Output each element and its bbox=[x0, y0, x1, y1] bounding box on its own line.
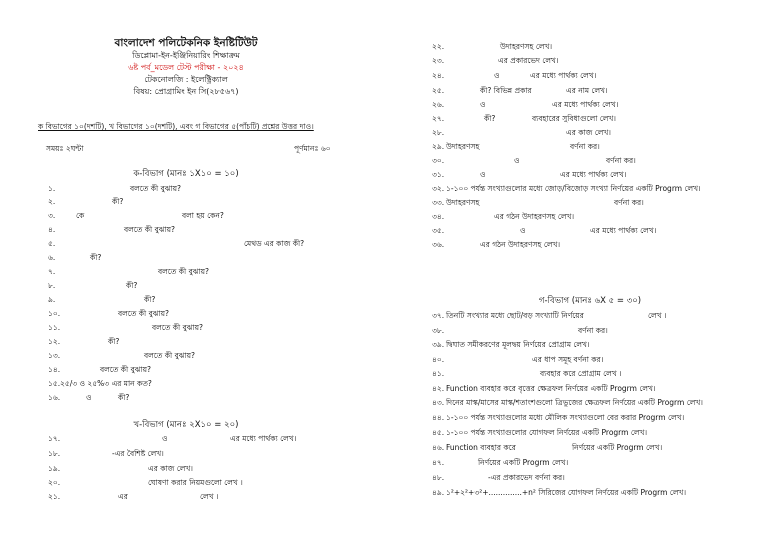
question-text: বর্ণনা কর। bbox=[606, 156, 636, 165]
question-number: ৩১. bbox=[432, 170, 445, 179]
question-text: উদাহরণসহ bbox=[446, 142, 480, 151]
question-text: ও bbox=[494, 71, 500, 80]
question-text: Function ব্যবহার করে bbox=[446, 443, 516, 452]
question-number: ৪৪. bbox=[432, 413, 445, 422]
question-text: এর মধ্যে পার্থক্য লেখ। bbox=[552, 100, 619, 109]
question-text: এর গঠন উদাহরণসহ লেখ। bbox=[494, 212, 575, 221]
question-number: ১৫. bbox=[48, 379, 61, 388]
section-kha-title: খ-বিভাগ (মানঃ ২X১০ = ২০) bbox=[133, 420, 239, 430]
question-text: ও bbox=[514, 156, 520, 165]
question-text: ১²+২²+৩²+..............+n² সিরিজের যোগফল নির্ণয়ের একটি Progrm লেখ। bbox=[446, 488, 687, 497]
question-number: ৩০. bbox=[432, 156, 445, 165]
subject-label: বিষয়: প্রোগ্রামিং ইন সি(২৮৫৬৭) bbox=[133, 87, 239, 96]
question-text: ও bbox=[480, 170, 486, 179]
question-number: ৩৬. bbox=[432, 240, 445, 249]
question-number: ৩৮. bbox=[432, 326, 445, 335]
question-number: ৩. bbox=[48, 211, 56, 220]
question-text: বলতে কী বুঝায়? bbox=[100, 365, 151, 374]
question-text: বলা হয় কেন? bbox=[182, 211, 224, 220]
institute-name: বাংলাদেশ পলিটেকনিক ইনষ্টিটিউট bbox=[114, 37, 258, 49]
question-text: তিনটি সংখ্যার মধ্যে ছোট/বড় সংখ্যাটি নির্ণয়ের bbox=[446, 311, 584, 320]
technology-label: টেকনোলজি : ইলেক্ট্রিক্যাল bbox=[144, 75, 228, 84]
question-number: ১১. bbox=[48, 323, 61, 332]
question-text: বর্ণনা কর। bbox=[578, 326, 608, 335]
question-text: লেখ । bbox=[648, 311, 667, 320]
question-number: ৩৪. bbox=[432, 212, 445, 221]
question-text: ১-১০০ পর্যন্ত সংখ্যাগুলোর যোগফল নির্ণয়ের একটি Progrm লেখ। bbox=[446, 428, 648, 437]
question-number: ২৯. bbox=[432, 142, 445, 151]
question-number: ৪৩. bbox=[432, 398, 445, 407]
question-text: নির্ণয়ের একটি Progrm লেখ। bbox=[572, 443, 663, 452]
question-text: দিনের মাস্ক/মাসের মাস্ক/শতাংশগুলো ত্রিভুজের ক্ষেত্রফল নির্ণয়ের একটি Progrm লেখ। bbox=[446, 398, 703, 407]
question-number: ৩৯. bbox=[432, 340, 445, 349]
question-text: ১-১০০ পর্যন্ত সংখ্যাগুলোর মধ্যে জোড়/বিজোড় সংখ্যা নির্ণয়ের একটি Progrm লেখ। bbox=[446, 184, 701, 193]
question-number: ১৪. bbox=[48, 365, 61, 374]
question-text: কী? bbox=[90, 253, 102, 262]
question-number: ৪৭. bbox=[432, 458, 445, 467]
question-number: ১৮. bbox=[48, 449, 61, 458]
question-text: এর গঠন উদাহরণসহ লেখ। bbox=[480, 240, 561, 249]
question-number: ৪. bbox=[48, 225, 56, 234]
question-number: ৩৫. bbox=[432, 226, 445, 235]
question-text: কী? bbox=[108, 337, 120, 346]
question-text: এর bbox=[118, 492, 128, 501]
program-name: ডিপ্লোমা-ইন-ইঞ্জিনিয়ারিং শিক্ষাক্রম bbox=[132, 51, 240, 60]
question-text: Function ব্যবহার করে বৃত্তের ক্ষেত্রফল নির্ণয়ের একটি Progrm লেখ। bbox=[446, 384, 656, 393]
question-text: ও bbox=[86, 393, 92, 402]
question-text: ঘোষণা করার নিয়মগুলো লেখ । bbox=[148, 478, 243, 487]
question-text: বর্ণনা কর। bbox=[614, 198, 644, 207]
question-number: ১০. bbox=[48, 309, 61, 318]
question-text: কী? বিভিন্ন প্রকার bbox=[480, 86, 532, 95]
question-number: ২১. bbox=[48, 492, 61, 501]
question-number: ৩২. bbox=[432, 184, 445, 193]
question-number: ২৬. bbox=[432, 100, 445, 109]
question-number: ১৬. bbox=[48, 393, 61, 402]
question-number: ৭. bbox=[48, 267, 56, 276]
question-number: ২৩. bbox=[432, 56, 445, 65]
question-number: ২৫. bbox=[432, 86, 445, 95]
question-number: ২৮. bbox=[432, 128, 445, 137]
question-number: ৪৯. bbox=[432, 488, 445, 497]
question-text: বর্ণনা কর। bbox=[570, 142, 600, 151]
question-text: ব্যবহার করে প্রোগ্রাম লেখ । bbox=[540, 369, 622, 378]
question-text: কী? bbox=[112, 197, 124, 206]
question-text: দ্বিঘাত সমীকরণের মূলদ্বয় নির্ণয়ের প্রোগ্রাম লেখ। bbox=[446, 340, 590, 349]
question-text: এর কাজ লেখ। bbox=[566, 128, 611, 137]
question-number: ৫. bbox=[48, 239, 56, 248]
question-number: ৪১. bbox=[432, 369, 445, 378]
instruction-text: ক বিভাগের ১০(দশটি), খ বিভাগের ১০(দশটি), এবং গ বিভাগের ৫(পাঁচটি) প্রশ্নের উত্তর দাও। bbox=[38, 122, 314, 131]
question-text: মেথড এর কাজ কী? bbox=[244, 239, 305, 248]
question-text: এর মধ্যে পার্থক্য লেখ। bbox=[590, 226, 657, 235]
full-marks-label: পূর্ণমানঃ ৬০ bbox=[294, 144, 331, 153]
question-text: কে bbox=[76, 211, 85, 220]
question-number: ৩৩. bbox=[432, 198, 445, 207]
question-number: ২. bbox=[48, 197, 56, 206]
question-number: ১৯. bbox=[48, 464, 61, 473]
question-number: ২০. bbox=[48, 478, 61, 487]
question-number: ১২. bbox=[48, 337, 61, 346]
question-text: -এর বৈশিষ্ট লেখ। bbox=[112, 449, 164, 458]
question-text: লেখ । bbox=[200, 492, 219, 501]
question-text: বলতে কী বুঝায়? bbox=[158, 267, 209, 276]
question-text: বলতে কী বুঝায়? bbox=[144, 351, 195, 360]
question-number: ৪০. bbox=[432, 355, 445, 364]
question-text: কী? bbox=[126, 281, 138, 290]
question-text: এর কাজ লেখ। bbox=[148, 464, 193, 473]
question-number: ১৭. bbox=[48, 434, 61, 443]
section-ga-title: গ-বিভাগ (মানঃ ৬X ৫ = ৩০) bbox=[538, 296, 642, 306]
question-text: কী? bbox=[144, 295, 156, 304]
question-text: এর নাম লেখ। bbox=[566, 86, 608, 95]
question-number: ২৪. bbox=[432, 71, 445, 80]
question-number: ১৩. bbox=[48, 351, 61, 360]
question-text: নির্ণয়ের একটি Progrm লেখ। bbox=[478, 458, 569, 467]
question-text: ও bbox=[480, 100, 486, 109]
question-text: বলতে কী বুঝায়? bbox=[130, 184, 181, 193]
question-number: ৪২. bbox=[432, 384, 445, 393]
question-text: -এর প্রকারভেদ বর্ণনা কর। bbox=[488, 473, 565, 482]
question-number: ৯. bbox=[48, 295, 56, 304]
question-number: ৬. bbox=[48, 253, 56, 262]
question-number: ২৭. bbox=[432, 114, 445, 123]
question-text: বলতে কী বুঝায়? bbox=[118, 309, 169, 318]
question-number: ১. bbox=[48, 184, 56, 193]
question-text: এর মধ্যে পার্থক্য লেখ। bbox=[530, 71, 597, 80]
question-number: ২২. bbox=[432, 42, 445, 51]
question-text: কী? bbox=[484, 114, 496, 123]
question-text: এর মধ্যে পার্থক্য লেখ। bbox=[230, 434, 297, 443]
question-text: এর ধাপ সমূহ বর্ণনা কর। bbox=[532, 355, 604, 364]
exam-title: ৬ষ্ট পর্ব_মডেল টেস্ট পরীক্ষা - ২০২৪ bbox=[128, 63, 244, 72]
question-number: ৪৬. bbox=[432, 443, 445, 452]
question-text: উদাহরণসহ লেখ। bbox=[500, 42, 553, 51]
question-text: ও bbox=[520, 226, 526, 235]
question-text: ২৫/৩ ও ২৫%৩ এর মান কত? bbox=[60, 379, 152, 388]
question-number: ৩৭. bbox=[432, 311, 445, 320]
question-text: ও bbox=[162, 434, 168, 443]
question-text: ১-১০০ পর্যন্ত সংখ্যাগুলোর মধ্যে মৌলিক সংখ্যাগুলো বের করার Progrm লেখ। bbox=[446, 413, 685, 422]
question-text: এর প্রকারভেদ লেখ। bbox=[498, 56, 559, 65]
question-number: ৪৫. bbox=[432, 428, 445, 437]
question-text: উদাহরণসহ bbox=[446, 198, 480, 207]
question-text: বলতে কী বুঝায়? bbox=[124, 225, 175, 234]
time-label: সময়ঃ ২ঘন্টা bbox=[46, 144, 84, 153]
question-text: কী? bbox=[118, 393, 130, 402]
question-number: ৪৮. bbox=[432, 473, 445, 482]
question-text: বলতে কী বুঝায়? bbox=[152, 323, 203, 332]
question-text: এর মধ্যে পার্থক্য লেখ। bbox=[560, 170, 627, 179]
section-ka-title: ক-বিভাগ (মানঃ ১X১০ = ১০) bbox=[133, 169, 239, 179]
question-text: ব্যবহারের সুবিধাগুলো লেখ। bbox=[532, 114, 616, 123]
question-number: ৮. bbox=[48, 281, 56, 290]
